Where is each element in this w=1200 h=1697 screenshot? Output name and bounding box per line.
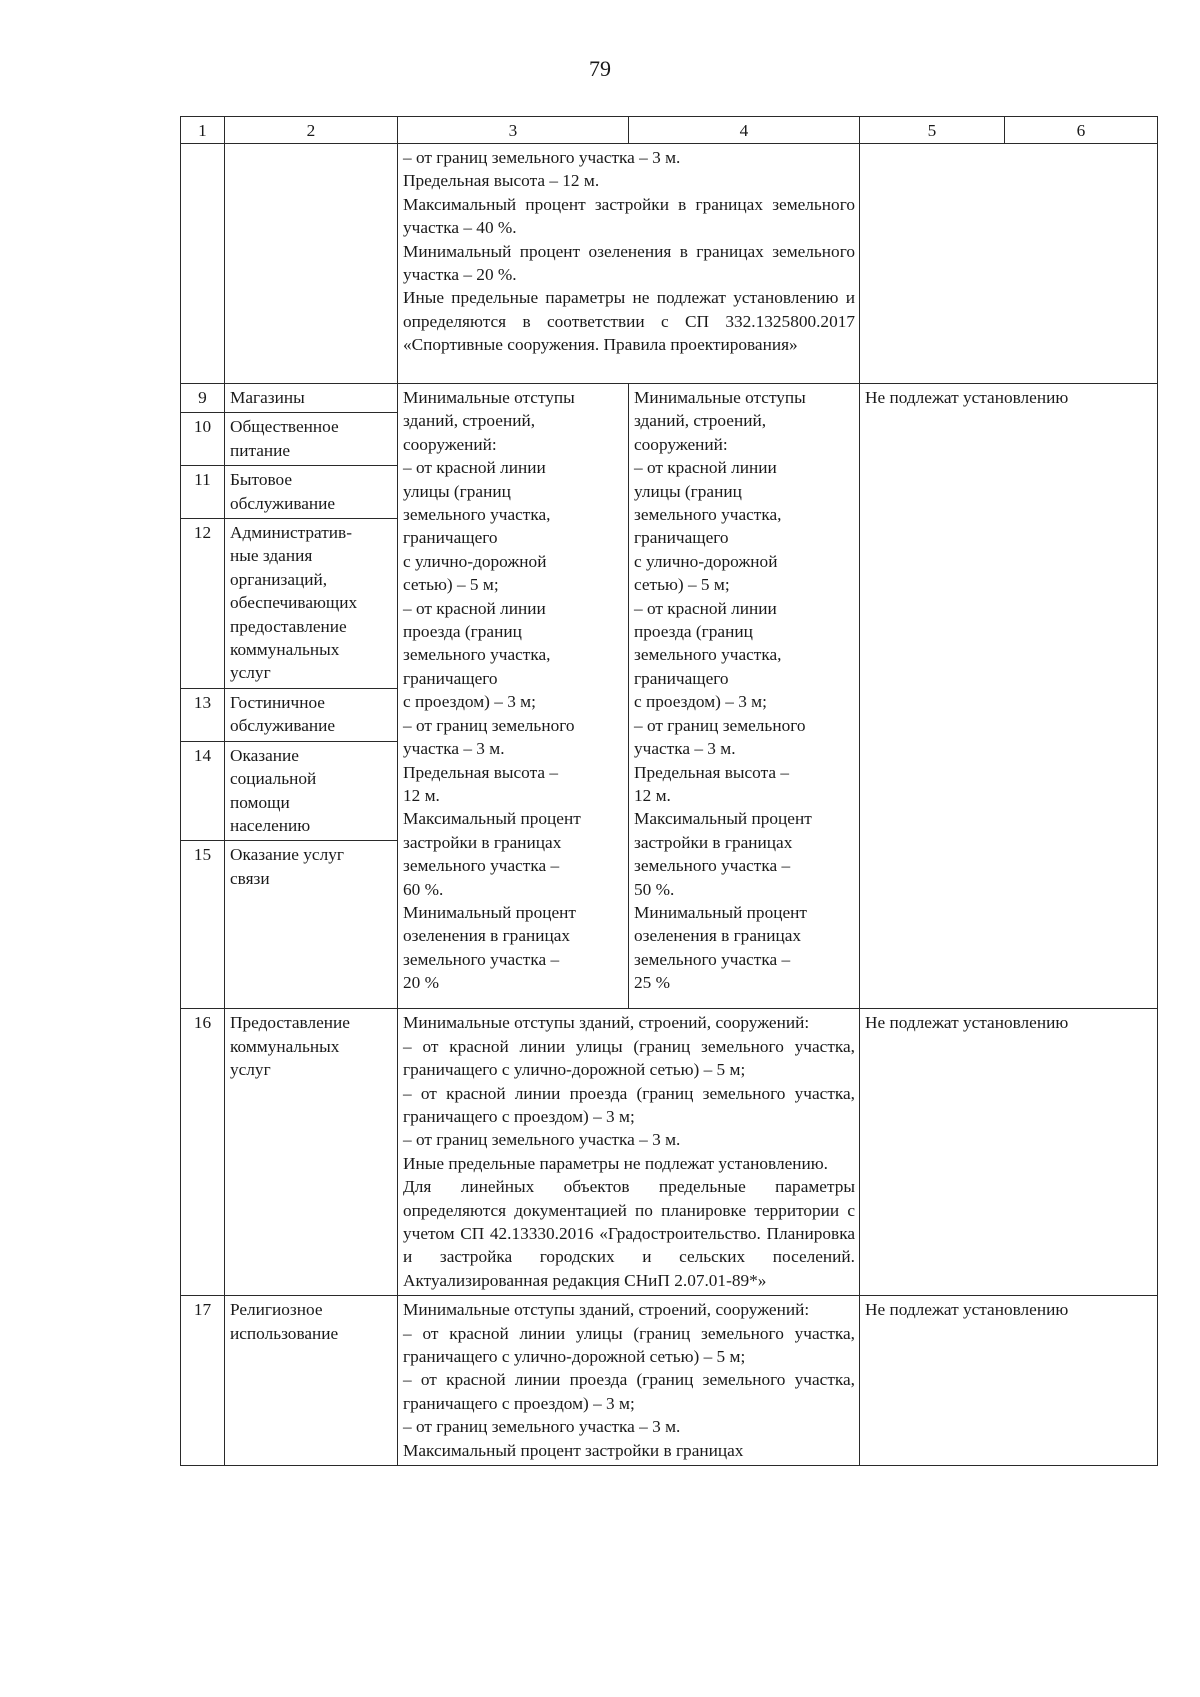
row-num: 10 [181, 413, 225, 466]
row-name-text: Оказание услуг связи [230, 845, 344, 888]
row-name-text: Предоставление коммунальных услуг [230, 1013, 350, 1080]
header-row [181, 117, 1158, 144]
row-name [225, 519, 398, 689]
row-name-text: Бытовое обслуживание [230, 470, 336, 513]
row-name-text: Административ- ные здания организаций, обеспечивающих предоставление коммунальных услуг [230, 523, 358, 683]
group-params-text-3: Минимальные отступы зданий, строений, сооружений: – от красной линии улицы (границ земельного участка, граничащего с улично-дорожной сетью) – 5 м; – от красной линии проезда (границ земельного участка, граничащего с проездом) – 3 м; – от границ земельного участка – 3 м. Предельная высота – 12 м. Максимальный процент застройки в границах земельного участка – 60 %. Минимальный процент озеленения в границах земельного участка – 20 % [403, 388, 581, 993]
row-num: 15 [181, 841, 225, 1009]
cont-empty-cell [860, 144, 1158, 384]
table-row [181, 1009, 1158, 1296]
row16-params-cell [398, 1009, 860, 1296]
row-num: 13 [181, 688, 225, 741]
row17-params-cell [398, 1296, 860, 1466]
regulations-table [180, 116, 1158, 1466]
row-name-text: Магазины [230, 388, 305, 407]
header-cell-6: 6 [1005, 117, 1158, 144]
row-name [225, 841, 398, 1009]
row-num: 12 [181, 519, 225, 689]
table-row [181, 384, 1158, 413]
row16-limits-cell [860, 1009, 1158, 1296]
row17-params-text: Минимальные отступы зданий, строений, сооружений: – от красной линии улицы (границ земельного участка, граничащего с улично-дорожной сетью) – 5 м; – от красной линии проезда (границ земельного участка, граничащего с проездом) – 3 м; – от границ земельного участка – 3 м. Максимальный процент застройки в границах [403, 1300, 855, 1460]
header-cell-5: 5 [860, 117, 1005, 144]
header-cell-4: 4 [629, 117, 860, 144]
group-limits-cell [860, 384, 1158, 1009]
cont-params-text: – от границ земельного участка – 3 м. Предельная высота – 12 м. Максимальный процент застройки в границах земельного участка – 40 %. Минимальный процент озеленения в границах земельного участка – 20 %. Иные предельные параметры не подлежат установлению и определяются в соответствии с СП 332.1325800.2017 «Спортивные сооружения. Правила проектирования» [403, 148, 855, 355]
row-name [225, 1009, 398, 1296]
row16-limits-text: Не подлежат установлению [865, 1013, 1069, 1033]
header-cell-2: 2 [225, 117, 398, 144]
row-num: 17 [181, 1296, 225, 1466]
page-number: 79 [589, 56, 611, 81]
row-name-text: Гостиничное обслуживание [230, 692, 336, 736]
group-params-text-4: Минимальные отступы зданий, строений, сооружений: – от красной линии улицы (границ земельного участка, граничащего с улично-дорожной сетью) – 5 м; – от красной линии проезда (границ земельного участка, граничащего с проездом) – 3 м; – от границ земельного участка – 3 м. Предельная высота – 12 м. Максимальный процент застройки в границах земельного участка – 50 %. Минимальный процент озеленения в границах земельного участка – 25 % [634, 388, 812, 993]
continuation-row [181, 144, 1158, 384]
row-name [225, 466, 398, 519]
header-cell-3: 3 [398, 117, 629, 144]
row-num: 11 [181, 466, 225, 519]
row-name [225, 741, 398, 841]
group-limits-text: Не подлежат установлению [865, 388, 1069, 407]
row-name-text: Общественное питание [230, 417, 339, 460]
row-name [225, 413, 398, 466]
row-num: 16 [181, 1009, 225, 1296]
row17-limits-text: Не подлежат установлению [865, 1300, 1069, 1320]
table-row [181, 1296, 1158, 1466]
row16-params-text: Минимальные отступы зданий, строений, сооружений: – от красной линии улицы (границ земельного участка, граничащего с улично-дорожной сетью) – 5 м; – от красной линии проезда (границ земельного участка, граничащего с проездом) – 3 м; – от границ земельного участка – 3 м. Иные предельные параметры не подлежат установлению. Для линейных объектов предельные параметры определяются документацией по планировке территории с учетом СП 42.13330.2016 «Градостроительство. Планировка и застройка городских и сельских поселений. Актуализированная редакция СНиП 2.07.01-89*» [403, 1013, 855, 1290]
row-num: 9 [181, 384, 225, 413]
cont-name-cell [225, 144, 398, 384]
group-params-cell-3 [398, 384, 629, 1009]
row-num: 14 [181, 741, 225, 841]
row-name-text: Оказание социальной помощи населению [230, 745, 317, 835]
cont-params-cell [398, 144, 860, 384]
row-name-text: Религиозное использование [230, 1300, 339, 1343]
row-name [225, 688, 398, 741]
group-params-cell-4 [629, 384, 860, 1009]
cont-num-cell [181, 144, 225, 384]
header-cell-1: 1 [181, 117, 225, 144]
row-name [225, 1296, 398, 1466]
row-name [225, 384, 398, 413]
row17-limits-cell [860, 1296, 1158, 1466]
